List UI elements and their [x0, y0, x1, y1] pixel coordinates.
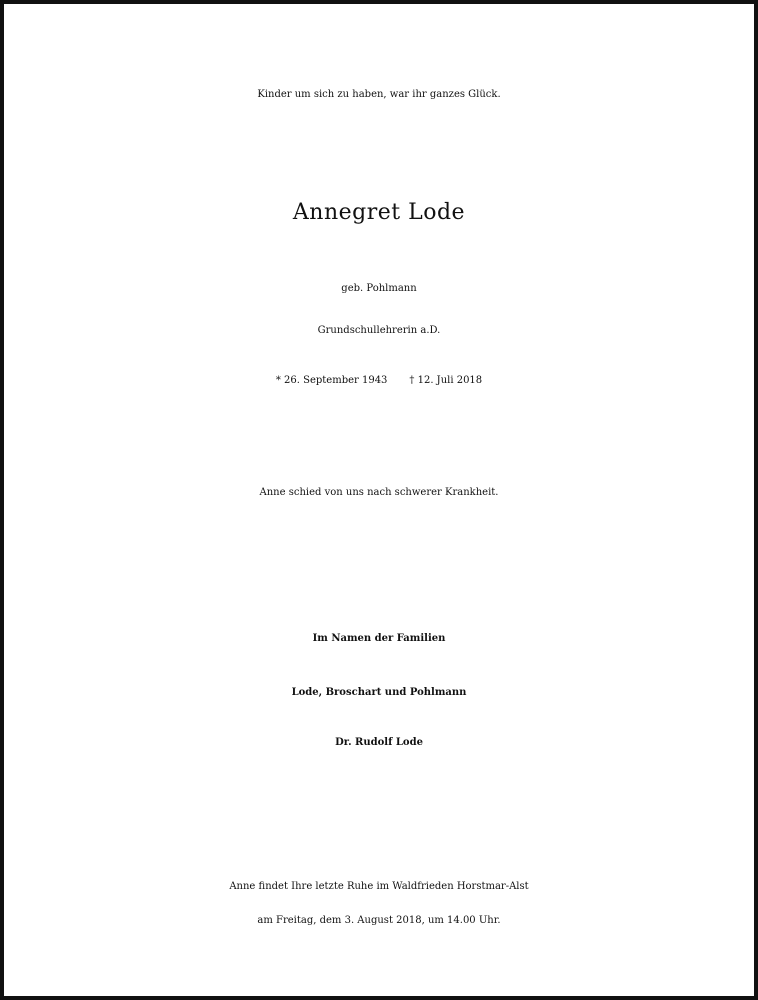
occupation: Grundschullehrerin a.D. — [317, 325, 441, 336]
maiden-name: geb. Pohlmann — [341, 283, 417, 294]
burial-info-line-2: am Freitag, dem 3. August 2018, um 14.00 Uhr. — [257, 915, 501, 926]
motto-text: Kinder um sich zu haben, war ihr ganzes Glück. — [257, 89, 501, 100]
signature-name: Dr. Rudolf Lode — [335, 737, 423, 748]
signature-line-1: Im Namen der Familien — [312, 633, 446, 644]
signature-families: Lode, Broschart und Pohlmann — [291, 687, 467, 698]
birth-date: * 26. September 1943 — [275, 375, 388, 386]
life-dates — [4, 376, 754, 386]
passing-text: Anne schied von uns nach schwerer Krankheit. — [259, 487, 499, 498]
burial-info-line-1: Anne findet Ihre letzte Ruhe im Waldfrieden Horstmar-Alst — [229, 881, 529, 892]
death-date: † 12. Juli 2018 — [409, 375, 483, 386]
deceased-name: Annegret Lode — [292, 200, 466, 225]
